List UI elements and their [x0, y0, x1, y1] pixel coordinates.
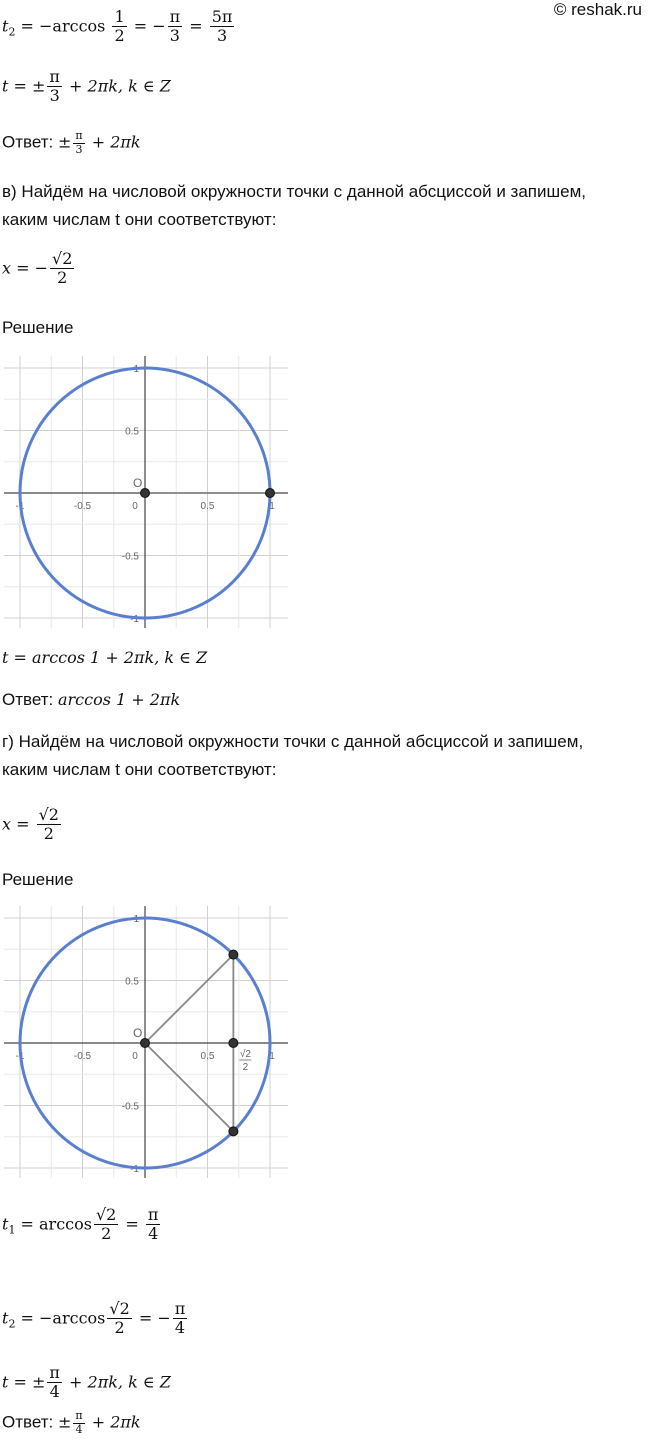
x-tick-label: 0.5	[200, 501, 215, 512]
unit-circle-chart-v	[4, 356, 288, 628]
origin-label: O	[133, 476, 143, 490]
point	[266, 489, 275, 498]
y-tick-label: -0.5	[121, 1101, 139, 1113]
y-tick-label: 1	[133, 914, 139, 925]
section-g-intro-2: каким числам t они соответствуют:	[2, 760, 277, 779]
point	[141, 489, 150, 498]
formula-x-g: x = $\frac{√2}{2}$	[2, 805, 59, 844]
y-tick-label: -1	[130, 1164, 139, 1175]
point	[229, 1127, 238, 1136]
y-tick-label: -1	[130, 614, 139, 625]
answer-top: Ответ: ± $\frac{\pi}{3}$ + 2πk	[2, 129, 141, 156]
answer-v: Ответ: arccos 1 + 2πk	[2, 690, 181, 709]
point	[229, 1039, 238, 1048]
unit-circle-chart-g	[4, 906, 288, 1178]
annotation-den: 2	[242, 1062, 249, 1073]
segment	[145, 1043, 233, 1131]
formula-t2-top: $t_2 = -\arccos$ $\frac{1}{2}$ = − $\frac{\pi}{3}$ = $\frac{5\pi}{3}$	[2, 7, 233, 46]
section-v-intro-1: в) Найдём на числовой окружности точки с данной абсциссой и запишем,	[2, 182, 587, 201]
section-g-solution-heading: Решение	[2, 870, 74, 889]
x-tick-label: -1	[15, 1051, 25, 1062]
x-tick-label: 1	[269, 501, 275, 512]
answer-g: Ответ: ± $\frac{\pi}{4}$ + 2πk	[2, 1409, 141, 1436]
segment	[145, 955, 233, 1043]
x-tick-label: 1	[269, 1051, 275, 1062]
x-tick-label: -1	[15, 501, 25, 512]
point	[229, 950, 238, 959]
x-tick-label: 0	[132, 501, 138, 512]
x-tick-label: -0.5	[73, 1051, 92, 1062]
point	[141, 1039, 150, 1048]
section-v-intro-2: каким числам t они соответствуют:	[2, 210, 277, 229]
y-tick-label: 0.5	[125, 426, 139, 438]
y-tick-label: 0.5	[125, 976, 139, 988]
site-mark: © reshak.ru	[553, 0, 642, 19]
formula-t-general-top: t = ± $\frac{\pi}{3}$ + 2πk, k ∈ Z	[2, 67, 171, 106]
section-g-intro-1: г) Найдём на числовой окружности точки с данной абсциссой и запишем,	[2, 732, 584, 751]
y-tick-label: -0.5	[121, 551, 139, 563]
formula-t-general-g: t = ± $\frac{\pi}{4}$ + 2πk, k ∈ Z	[2, 1363, 171, 1402]
formula-t-v: t = arccos 1 + 2πk, k ∈ Z	[2, 648, 208, 667]
x-tick-label: 0.5	[200, 1051, 215, 1062]
y-tick-label: 1	[133, 364, 139, 375]
formula-t1-g: $t_1 = \arccos$ $\frac{√2}{2}$ = $\frac{\pi}{4}$	[2, 1205, 159, 1244]
section-v-solution-heading: Решение	[2, 318, 74, 337]
formula-t2-g: $t_2 = -\arccos$ $\frac{√2}{2}$ = − $\frac{\pi}{4}$	[2, 1299, 186, 1338]
origin-label: O	[133, 1026, 143, 1040]
formula-x-v: x = − $\frac{√2}{2}$	[2, 249, 73, 288]
x-tick-label: 0	[132, 1051, 138, 1062]
annotation-num: √2	[239, 1049, 251, 1060]
x-tick-label: -0.5	[73, 501, 92, 512]
